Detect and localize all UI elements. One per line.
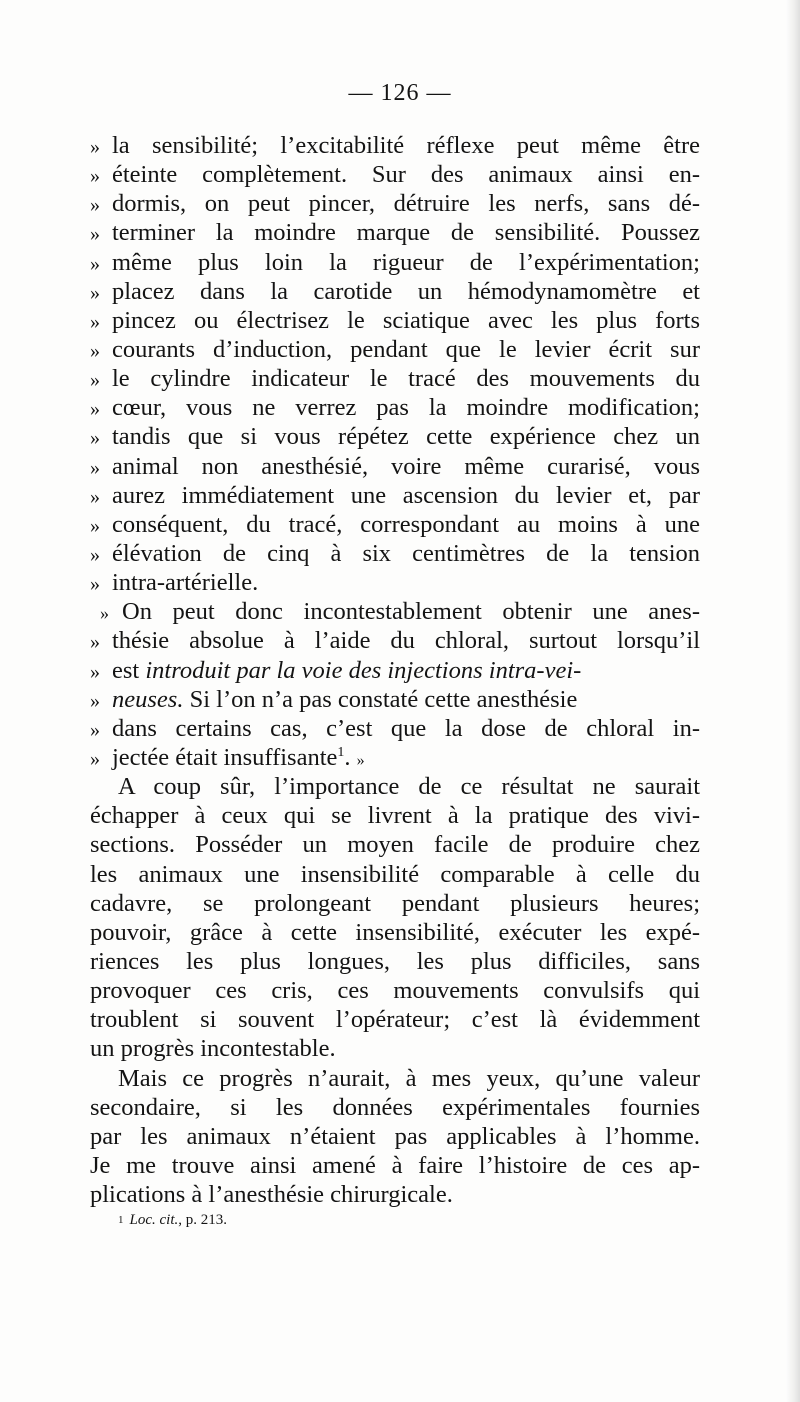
quote-marker: » bbox=[90, 427, 100, 450]
line-text: courants d’induction, pendant que le levier écrit sur bbox=[112, 335, 700, 363]
page-edge-shadow bbox=[786, 0, 800, 1402]
text-line bbox=[90, 277, 700, 306]
text-line bbox=[90, 656, 700, 685]
quote-marker: » bbox=[90, 281, 100, 304]
line-text: placez dans la carotide un hémodynamomètre et bbox=[112, 277, 700, 305]
quote-marker: » bbox=[90, 456, 100, 479]
text-line bbox=[90, 189, 700, 218]
line-text: provoquer ces cris, ces mouvements convulsifs qui bbox=[90, 977, 700, 1005]
text-line bbox=[90, 947, 700, 976]
line-text: secondaire, si les données expérimentales fournies bbox=[90, 1093, 700, 1121]
quote-marker: » bbox=[90, 514, 100, 537]
text-line bbox=[90, 1180, 700, 1209]
quote-marker: » bbox=[90, 310, 100, 333]
quote-marker: » bbox=[90, 252, 100, 275]
quote-marker: » bbox=[90, 631, 100, 654]
footnote-reference: 1 bbox=[337, 744, 345, 760]
line-text: le cylindre indicateur le tracé des mouvements du bbox=[112, 365, 700, 393]
line-text: troublent si souvent l’opérateur; c’est là évidemment bbox=[90, 1006, 700, 1034]
text-line bbox=[90, 306, 700, 335]
line-text: même plus loin la rigueur de l’expérimentation; bbox=[112, 248, 700, 276]
text-line bbox=[90, 131, 700, 160]
line-text: A coup sûr, l’importance de ce résultat ne saurait bbox=[118, 773, 700, 801]
page-number: — 126 — bbox=[348, 80, 452, 106]
text-line bbox=[90, 1034, 700, 1063]
italic-text: introduit par la voie des injections intra-vei- bbox=[145, 656, 582, 684]
line-text: la sensibilité; l’excitabilité réflexe peut même être bbox=[112, 132, 700, 159]
quote-marker: » bbox=[90, 718, 100, 741]
quote-marker: » bbox=[90, 689, 100, 712]
quote-marker: » bbox=[90, 223, 100, 246]
line-text: pouvoir, grâce à cette insensibilité, exécuter les expé- bbox=[90, 918, 700, 946]
close-quote-marker: » bbox=[356, 751, 365, 769]
line-text: Je me trouve ainsi amené à faire l’histoire de ces ap- bbox=[90, 1151, 700, 1179]
text-line bbox=[90, 160, 700, 189]
text-line bbox=[90, 1122, 700, 1151]
quote-marker: » bbox=[90, 660, 100, 683]
line-text: Mais ce progrès n’aurait, à mes yeux, qu’une valeur bbox=[118, 1064, 700, 1092]
text-line bbox=[90, 801, 700, 830]
body-text bbox=[90, 131, 700, 1209]
text-line bbox=[90, 918, 700, 947]
line-text: plications à l’anesthésie chirurgicale. bbox=[90, 1181, 453, 1209]
text-line bbox=[90, 714, 700, 743]
text-line bbox=[90, 364, 700, 393]
text-line bbox=[90, 510, 700, 539]
text-line bbox=[90, 597, 700, 626]
line-text: thésie absolue à l’aide du chloral, surtout lorsqu’il bbox=[112, 627, 700, 655]
text-line bbox=[90, 1151, 700, 1180]
line-text: aurez immédiatement une ascension du levier et, par bbox=[112, 481, 700, 509]
quote-marker: » bbox=[90, 136, 100, 158]
text-line bbox=[90, 481, 700, 510]
quote-marker: » bbox=[90, 369, 100, 392]
line-text: est bbox=[112, 656, 146, 684]
quote-marker: » bbox=[90, 398, 100, 421]
line-text: Si l’on n’a pas constaté cette anesthésie bbox=[183, 685, 578, 713]
quote-marker: » bbox=[90, 747, 100, 770]
line-text: un progrès incontestable. bbox=[90, 1035, 336, 1063]
text-line bbox=[90, 860, 700, 889]
text-line bbox=[90, 685, 700, 714]
line-text: dormis, on peut pincer, détruire les nerfs, sans dé- bbox=[112, 190, 700, 218]
line-text: intra-artérielle. bbox=[112, 569, 259, 597]
text-line bbox=[90, 772, 700, 801]
quote-marker: » bbox=[90, 573, 100, 596]
line-text: conséquent, du tracé, correspondant au moins à une bbox=[112, 510, 700, 538]
text-line bbox=[90, 1064, 700, 1093]
quote-marker: » bbox=[90, 165, 100, 188]
line-text: élévation de cinq à six centimètres de la tension bbox=[112, 539, 700, 567]
line-text: terminer la moindre marque de sensibilité. Poussez bbox=[112, 219, 700, 247]
line-text: dans certains cas, c’est que la dose de chloral in- bbox=[112, 714, 700, 742]
text-line bbox=[90, 626, 700, 655]
line-text: sections. Posséder un moyen facile de produire chez bbox=[90, 831, 700, 859]
italic-text: neuses. bbox=[112, 685, 184, 713]
line-text: . bbox=[344, 743, 357, 771]
line-text: riences les plus longues, les plus difficiles, sans bbox=[90, 947, 700, 975]
text-line bbox=[90, 248, 700, 277]
quote-marker: » bbox=[90, 543, 100, 566]
text-line bbox=[90, 1093, 700, 1122]
text-line bbox=[90, 422, 700, 451]
quote-marker: » bbox=[90, 194, 100, 217]
text-line bbox=[90, 568, 700, 597]
text-line bbox=[90, 218, 700, 247]
line-text: On peut donc incontestablement obtenir une anes- bbox=[122, 598, 700, 626]
line-text: éteinte complètement. Sur des animaux ainsi en- bbox=[112, 161, 700, 189]
footnote-page: , p. 213. bbox=[178, 1212, 227, 1228]
line-text: tandis que si vous répétez cette expérience chez un bbox=[112, 423, 700, 451]
line-text: animal non anesthésié, voire même curarisé, vous bbox=[112, 452, 700, 480]
text-line bbox=[90, 393, 700, 422]
footnote-citation: Loc. cit. bbox=[129, 1212, 179, 1228]
line-text: les animaux une insensibilité comparable à celle du bbox=[90, 860, 700, 888]
line-text: jectée était insuffisante bbox=[112, 743, 338, 771]
text-line bbox=[90, 976, 700, 1005]
text-line bbox=[90, 743, 700, 772]
footnote-number: 1 bbox=[118, 1214, 124, 1226]
open-quote-marker: » bbox=[100, 603, 109, 624]
text-line bbox=[90, 335, 700, 364]
quote-marker: » bbox=[90, 485, 100, 508]
footnote bbox=[118, 1210, 227, 1230]
text-line bbox=[90, 889, 700, 918]
text-line bbox=[90, 452, 700, 481]
quote-marker: » bbox=[90, 339, 100, 362]
line-text: échapper à ceux qui se livrent à la pratique des vivi- bbox=[90, 802, 700, 830]
line-text: pincez ou électrisez le sciatique avec les plus forts bbox=[112, 306, 700, 334]
line-text: par les animaux n’étaient pas applicables à l’homme. bbox=[90, 1122, 700, 1150]
text-line bbox=[90, 1005, 700, 1034]
line-text: cœur, vous ne verrez pas la moindre modification; bbox=[112, 394, 700, 422]
text-line bbox=[90, 830, 700, 859]
line-text: cadavre, se prolongeant pendant plusieurs heures; bbox=[90, 889, 700, 917]
text-line bbox=[90, 539, 700, 568]
